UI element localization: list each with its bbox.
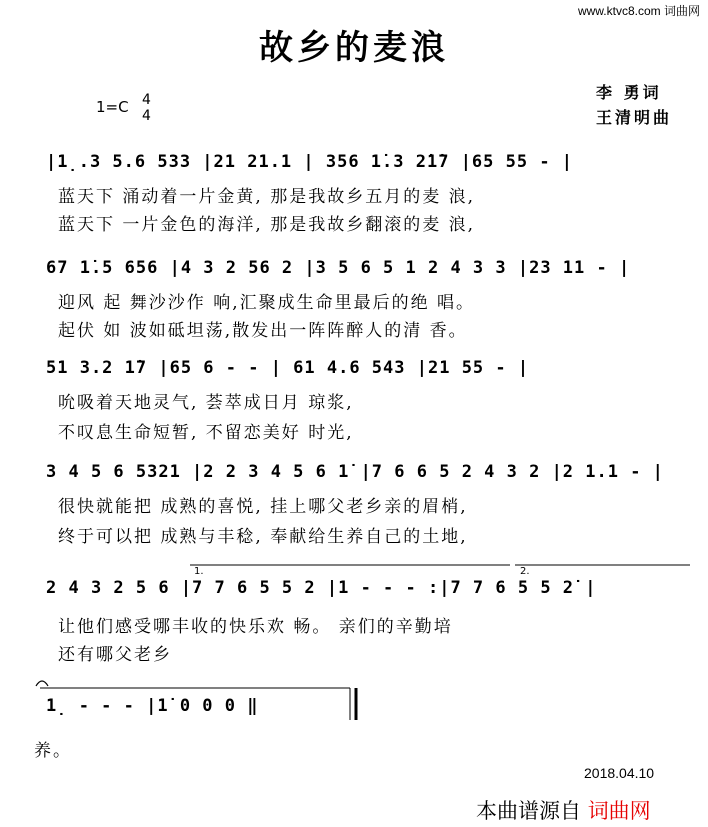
lyric-system-1-verse-2: 蓝天下 一片金色的海洋, 那是我故乡翻滚的麦 浪, bbox=[58, 215, 476, 235]
notes-system-6: 1̣ - - - |1̇ 0 0 0 ‖ bbox=[46, 696, 259, 716]
lyric-system-2-verse-2: 起伏 如 波如砥坦荡,散发出一阵阵醉人的清 香。 bbox=[58, 321, 468, 341]
lyric-system-4-verse-2: 终于可以把 成熟与丰稔, 奉献给生养自己的土地, bbox=[58, 527, 468, 547]
volta-second-label: 2. bbox=[520, 566, 530, 577]
lyricist-credit: 李 勇词 bbox=[596, 83, 662, 102]
notes-system-3: 51 3.2 1̇7 |65 6 - - | 61 4.6 543 |21 55 - | bbox=[46, 358, 530, 378]
notes-system-1: |1̣.3 5.6 533 |21 21.1 | 356 1̇.3 2̇1̇7 |65 55 - | bbox=[46, 152, 574, 172]
site-url[interactable]: www.ktvc8.com 词曲网 bbox=[577, 4, 700, 18]
notes-system-2: 67 1̇.5 656 |4 3 2 56 2 |3 5 6 5 1 2 4 3 3 |23 11 - | bbox=[46, 258, 631, 278]
page-title: 故乡的麦浪 bbox=[259, 28, 449, 68]
lyric-system-2-verse-1: 迎风 起 舞沙沙作 响,汇聚成生命里最后的绝 唱。 bbox=[58, 293, 476, 313]
fermata-icon bbox=[36, 681, 48, 686]
time-signature-bottom: 4 bbox=[142, 108, 151, 124]
lyric-system-4-verse-1: 很快就能把 成熟的喜悦, 挂上哪父老乡亲的眉梢, bbox=[58, 497, 468, 517]
composer-credit: 王清明曲 bbox=[596, 108, 673, 127]
footer-source bbox=[476, 795, 651, 825]
lyric-system-5-verse-1: 让他们感受哪丰收的快乐欢 畅。 亲们的辛勤培 bbox=[58, 617, 453, 637]
footer-prefix: 本曲谱源自 bbox=[476, 799, 581, 823]
volta-first-label: 1. bbox=[194, 566, 204, 577]
notes-system-5: 2 4 3 2 5 6 |7 7 6 5 5 2 |1 - - - :|7 7 6 5 5 2̇ | bbox=[46, 578, 597, 598]
notes-system-4: 3 4 5 6 5321 |2 2 3 4 5 6 1̇ |7 6 6 5 2 4 3 2 |2 1.1 - | bbox=[46, 462, 664, 482]
lyric-system-3-verse-1: 吮吸着天地灵气, 荟萃成日月 琼浆, bbox=[58, 393, 354, 413]
date-stamp: 2018.04.10 bbox=[584, 765, 655, 781]
time-signature-top: 4 bbox=[142, 92, 151, 108]
key-signature: 1=C bbox=[96, 98, 129, 116]
footer-brand-link[interactable]: 词曲网 bbox=[587, 799, 651, 823]
lyric-system-5-verse-2: 还有哪父老乡 bbox=[58, 645, 172, 665]
lyric-system-3-verse-2: 不叹息生命短暂, 不留恋美好 时光, bbox=[58, 423, 354, 443]
lyric-system-1-verse-1: 蓝天下 涌动着一片金黄, 那是我故乡五月的麦 浪, bbox=[58, 187, 476, 207]
lyric-system-6-verse-1: 养。 bbox=[34, 741, 72, 761]
